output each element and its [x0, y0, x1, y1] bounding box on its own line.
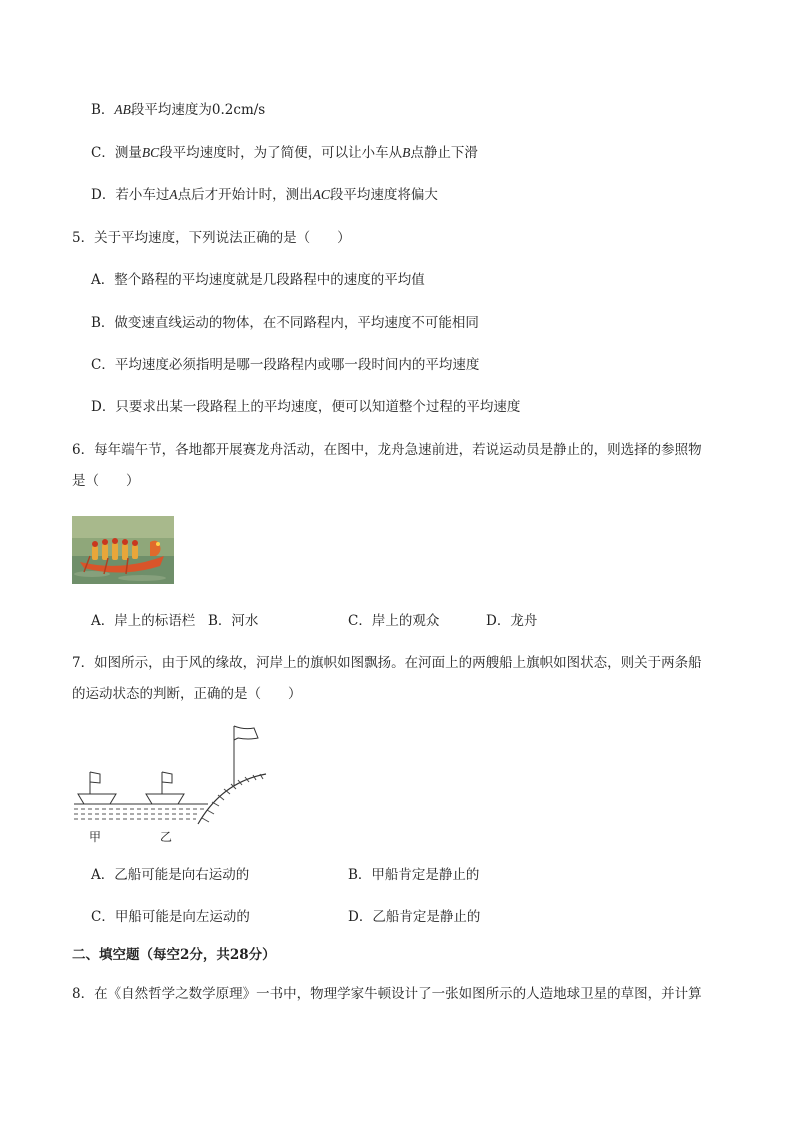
boat-jia-label: 甲 [89, 830, 102, 844]
q7-stem-line2: 的运动状态的判断，正确的是（ ） [72, 686, 302, 702]
q5-stem: 5．关于平均速度，下列说法正确的是（ ） [72, 230, 351, 246]
math-variable: AB [114, 102, 131, 117]
option-text: 测量 [114, 145, 142, 161]
q8-stem-line1: 8．在《自然哲学之数学原理》一书中，物理学家牛顿设计了一张如图所示的人造地球卫星的草图，并计算 [72, 986, 702, 1002]
q6-option-d: D．龙舟 [486, 613, 538, 629]
option-text: 段平均速度将偏大 [329, 187, 438, 203]
option-label: D． [91, 187, 116, 203]
q4-option-d [91, 186, 438, 204]
math-variable: AC [312, 187, 330, 202]
q7-option-d: D．乙船肯定是静止的 [348, 909, 481, 925]
option-label: C． [91, 145, 115, 161]
q6-stem-line2: 是（ ） [72, 473, 140, 489]
q4-option-c [91, 144, 478, 162]
option-text: 点静止下滑 [410, 145, 478, 161]
dragon-boat-image [72, 516, 174, 584]
option-text: 段平均速度为 [130, 102, 212, 118]
q5-option-b: B．做变速直线运动的物体，在不同路程内，平均速度不可能相同 [91, 315, 479, 331]
q6-option-c: C．岸上的观众 [348, 613, 440, 629]
boat-yi-label: 乙 [160, 830, 173, 844]
q7-option-a: A．乙船可能是向右运动的 [91, 867, 250, 883]
option-text: 段平均速度时，为了简便，可以让小车从 [159, 145, 403, 161]
q7-option-b: B．甲船肯定是静止的 [348, 867, 480, 883]
q6-option-b: B．河水 [208, 613, 259, 629]
section-heading: 二、填空题（每空2分，共28分） [72, 947, 276, 963]
q6-stem-line1: 6．每年端午节，各地都开展赛龙舟活动，在图中，龙舟急速前进，若说运动员是静止的，则选择的参照物 [72, 442, 702, 458]
option-text: 点后才开始计时，测出 [177, 187, 313, 203]
option-text: 若小车过 [115, 187, 170, 203]
boats-flags-diagram [72, 722, 272, 850]
math-variable: A [169, 187, 178, 202]
q5-option-a: A．整个路程的平均速度就是几段路程中的速度的平均值 [91, 272, 425, 288]
q7-option-c: C．甲船可能是向左运动的 [91, 909, 250, 925]
speed-value: 0.2cm/s [211, 102, 266, 118]
dragon-boat-photo [72, 516, 174, 584]
q7-stem-line1: 7．如图所示，由于风的缘故，河岸上的旗帜如图飘扬。在河面上的两艘船上旗帜如图状态，则关于两条船 [72, 655, 702, 671]
math-variable: B [402, 145, 411, 160]
q5-option-c: C．平均速度必须指明是哪一段路程内或哪一段时间内的平均速度 [91, 357, 480, 373]
option-label: B． [91, 102, 115, 118]
q4-option-b [91, 101, 265, 119]
q6-option-a: A．岸上的标语栏 [91, 613, 196, 629]
math-variable: BC [141, 145, 160, 160]
q5-option-d: D．只要求出某一段路程上的平均速度，便可以知道整个过程的平均速度 [91, 399, 521, 415]
